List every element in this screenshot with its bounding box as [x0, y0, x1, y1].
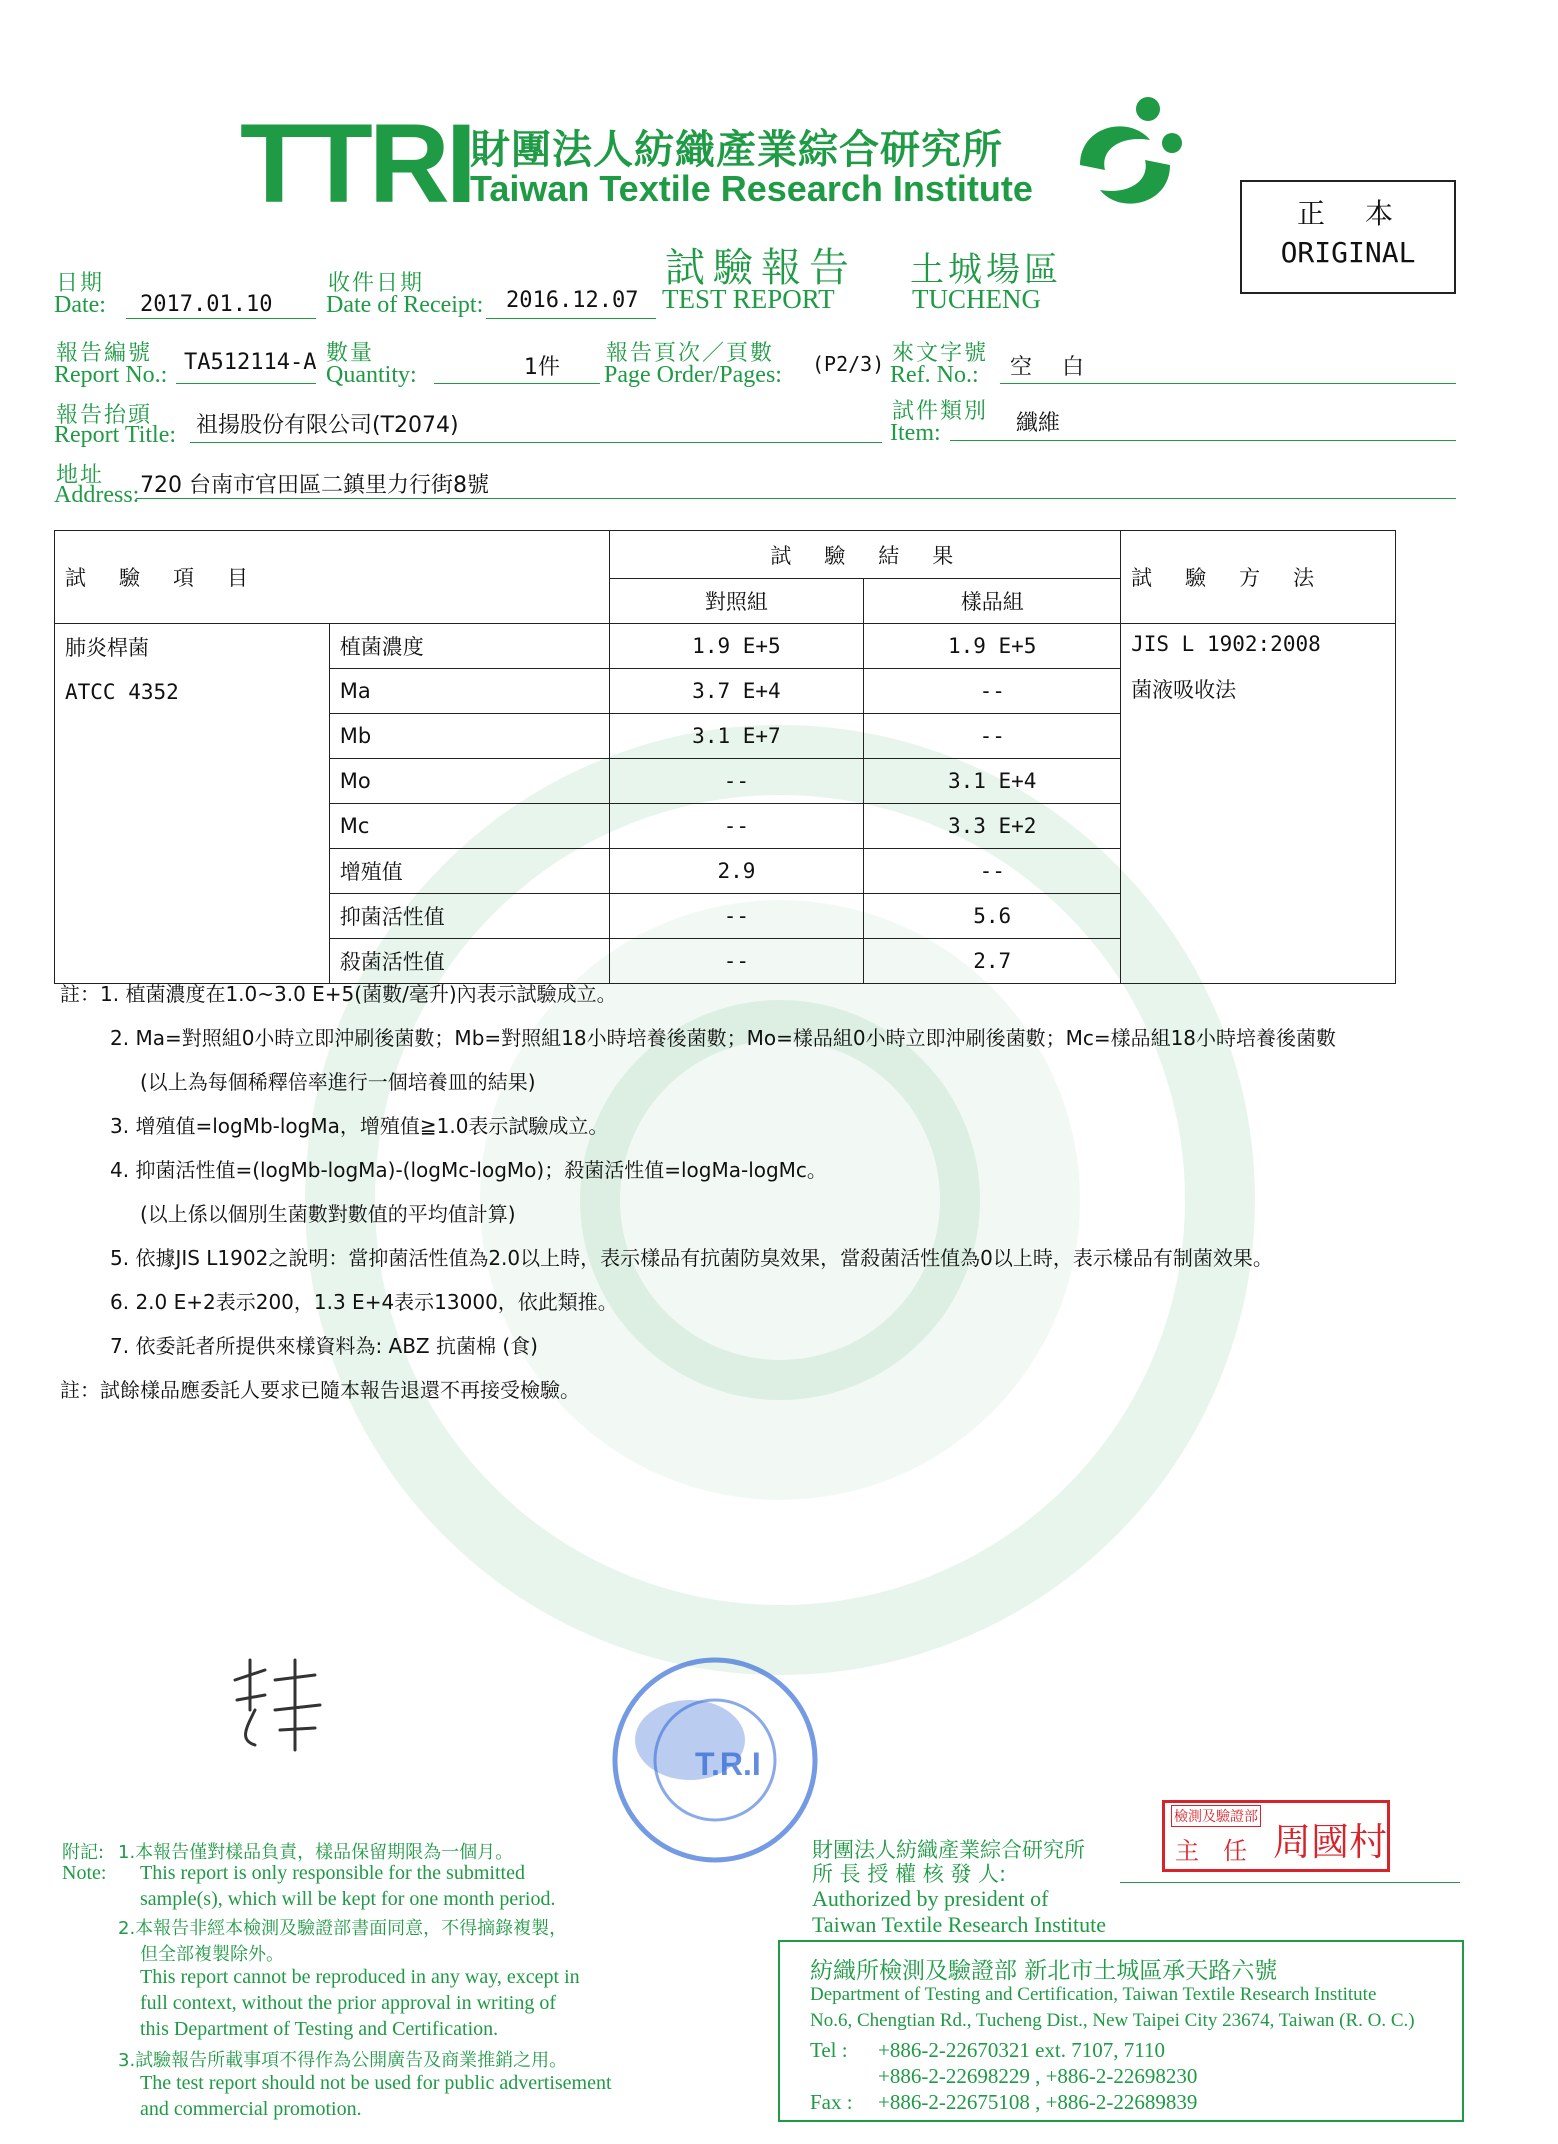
row-label: 增殖值: [329, 849, 609, 894]
row-label: 殺菌活性值: [329, 939, 609, 984]
org-name-en: Taiwan Textile Research Institute: [470, 168, 1033, 209]
quantity-label-en: Quantity:: [326, 362, 417, 388]
ref-label-cn: 來文字號: [892, 341, 989, 366]
tel-label: Tel :: [810, 2038, 848, 2062]
ttri-emblem-icon: [1060, 95, 1190, 225]
note-line: 7. 依委託者所提供來樣資料為: ABZ 抗菌棉 (食): [110, 1334, 538, 1358]
title-value: 祖揚股份有限公司(T2074): [196, 413, 459, 438]
footer-note2-en-c: this Department of Testing and Certification.: [140, 2018, 499, 2040]
header-test-method: 試 驗 方 法: [1121, 531, 1396, 624]
organism-strain: ATCC 4352: [65, 680, 179, 704]
fax-1: +886-2-22675108 , +886-2-22689839: [878, 2090, 1198, 2114]
quantity-value: 1件: [524, 355, 560, 380]
site-en: TUCHENG: [912, 284, 1041, 314]
site-cn: 土城場區: [910, 250, 1062, 290]
footer-note1-en-a: This report is only responsible for the submitted: [140, 1862, 525, 1884]
date-value: 2017.01.10: [140, 292, 273, 317]
auth-cn-a: 財團法人紡織產業綜合研究所: [812, 1838, 1085, 1862]
tel-1: +886-2-22670321 ext. 7107, 7110: [878, 2038, 1165, 2062]
ttri-logo-text: TTRI: [240, 101, 473, 226]
dept-cn: 紡織所檢測及驗證部 新北市土城區承天路六號: [810, 1958, 1278, 1984]
stamp-title: 主 任: [1175, 1837, 1247, 1865]
results-table: [54, 530, 1396, 984]
note-line: 3. 增殖值=logMb-logMa，增殖值≧1.0表示試驗成立。: [110, 1114, 609, 1138]
report-no-value: TA512114-A: [184, 350, 317, 375]
date-label-en: Date:: [54, 292, 106, 318]
quantity-label-cn: 數量: [326, 341, 375, 366]
note-line: (以上係以個別生菌數對數值的平均值計算): [140, 1202, 516, 1226]
method-cell: [1121, 624, 1396, 984]
original-box-cn: 正 本: [1296, 197, 1399, 230]
control-value: 2.9: [609, 849, 864, 894]
note-line: 5. 依據JIS L1902之說明：當抑菌活性值為2.0以上時，表示樣品有抗菌防臭效果，當殺菌活性值為0以上時，表示樣品有制菌效果。: [110, 1246, 1273, 1270]
pages-label-cn: 報告頁次／頁數: [606, 341, 775, 366]
sample-value: 1.9 E+5: [864, 624, 1121, 669]
note-line: 註：1. 植菌濃度在1.0~3.0 E+5(菌數/毫升)內表示試驗成立。: [60, 982, 617, 1006]
ref-value: 空 白: [1010, 355, 1089, 380]
sample-value: 3.3 E+2: [864, 804, 1121, 849]
footer-note2-en-b: full context, without the prior approval in writing of: [140, 1992, 557, 2014]
footer-note2-cn-b: 但全部複製除外。: [140, 1944, 284, 1965]
table-row: [55, 624, 1396, 669]
sample-value: --: [864, 714, 1121, 759]
original-box-en: ORIGINAL: [1280, 236, 1416, 269]
receipt-label-en: Date of Receipt:: [326, 292, 484, 318]
row-label: 植菌濃度: [329, 624, 609, 669]
stamp-dept: 檢測及驗證部: [1171, 1805, 1261, 1827]
organism-name: 肺炎桿菌: [65, 636, 149, 660]
control-value: --: [609, 939, 864, 984]
auth-en-b: Taiwan Textile Research Institute: [812, 1912, 1107, 1937]
footer-note3-en-a: The test report should not be used for public advertisement: [140, 2072, 612, 2094]
date-label-cn: 日期: [56, 271, 105, 296]
sample-value: --: [864, 849, 1121, 894]
header-sample: 樣品組: [864, 579, 1121, 624]
address-label-cn: 地址: [56, 463, 105, 488]
fax-label: Fax :: [810, 2090, 853, 2114]
row-label: 抑菌活性值: [329, 894, 609, 939]
sample-value: --: [864, 669, 1121, 714]
control-value: --: [609, 894, 864, 939]
pages-value: (P2/3): [812, 352, 885, 376]
sample-value: 3.1 E+4: [864, 759, 1121, 804]
control-value: 3.1 E+7: [609, 714, 864, 759]
item-value: 纖維: [1016, 411, 1061, 436]
footer-note2-en-a: This report cannot be reproduced in any way, except in: [140, 1966, 580, 1988]
org-name-cn: 財團法人紡織產業綜合研究所: [470, 127, 1003, 173]
item-label-cn: 試件類別: [892, 399, 989, 424]
director-stamp: [1162, 1800, 1390, 1872]
row-label: Ma: [329, 669, 609, 714]
row-label: Mb: [329, 714, 609, 759]
footer-note3-en-b: and commercial promotion.: [140, 2098, 362, 2120]
department-box: [778, 1940, 1464, 2122]
tel-2: +886-2-22698229 , +886-2-22698230: [878, 2064, 1198, 2088]
footer-note-label-en: Note:: [62, 1862, 107, 1884]
note-line: 2. Ma=對照組0小時立即沖刷後菌數；Mb=對照組18小時培養後菌數；Mo=樣品組0小時立即沖刷後菌數；Mc=樣品組18小時培養後菌數: [110, 1026, 1337, 1050]
address-label-en: Address:: [54, 482, 140, 508]
dept-address: No.6, Chengtian Rd., Tucheng Dist., New Taipei City 23674, Taiwan (R. O. C.): [810, 2010, 1415, 2031]
row-label: Mc: [329, 804, 609, 849]
row-label: Mo: [329, 759, 609, 804]
report-no-label-en: Report No.:: [54, 362, 168, 388]
method-standard: JIS L 1902:2008: [1131, 632, 1321, 656]
sample-value: 2.7: [864, 939, 1121, 984]
header-test-item: 試 驗 項 目: [55, 531, 610, 624]
dept-en: Department of Testing and Certification, Taiwan Textile Research Institute: [810, 1984, 1377, 2005]
control-value: 1.9 E+5: [609, 624, 864, 669]
sample-value: 5.6: [864, 894, 1121, 939]
organism-cell: [55, 624, 330, 984]
note-line: 註：試餘樣品應委託人要求已隨本報告退還不再接受檢驗。: [60, 1378, 580, 1402]
note-line: 6. 2.0 E+2表示200，1.3 E+4表示13000，依此類推。: [110, 1290, 618, 1314]
title-label-cn: 報告抬頭: [56, 403, 153, 428]
blue-seal-stamp: [600, 1640, 830, 1870]
handwritten-signature: [225, 1650, 325, 1760]
auth-cn-b: 所 長 授 權 核 發 人:: [812, 1862, 1007, 1886]
ref-label-en: Ref. No.:: [890, 362, 979, 388]
footer-note1-cn: 1.本報告僅對樣品負責，樣品保留期限為一個月。: [118, 1842, 514, 1863]
method-name: 菌液吸收法: [1131, 678, 1237, 702]
address-value: 720 台南市官田區二鎮里力行街8號: [140, 473, 489, 498]
note-line: 4. 抑菌活性值=(logMb-logMa)-(logMc-logMo)；殺菌活性值=logMa-logMc。: [110, 1158, 827, 1182]
report-no-label-cn: 報告編號: [56, 341, 153, 366]
item-label-en: Item:: [890, 420, 941, 446]
header-test-result: 試 驗 結 果: [609, 531, 1121, 579]
title-label-en: Report Title:: [54, 422, 177, 448]
footer-note1-en-b: sample(s), which will be kept for one month period.: [140, 1888, 556, 1910]
pages-label-en: Page Order/Pages:: [604, 362, 782, 388]
note-line: (以上為每個稀釋倍率進行一個培養皿的結果): [140, 1070, 536, 1094]
header-control: 對照組: [609, 579, 864, 624]
control-value: 3.7 E+4: [609, 669, 864, 714]
report-title-cn: 試驗報告: [665, 245, 857, 291]
control-value: --: [609, 804, 864, 849]
footer-note2-cn-a: 2.本報告非經本檢測及驗證部書面同意，不得摘錄複製，: [118, 1918, 568, 1939]
receipt-label-cn: 收件日期: [328, 271, 425, 296]
svg-text:T.R.I: T.R.I: [695, 1746, 761, 1782]
footer-note-label-cn: 附記:: [62, 1842, 105, 1863]
auth-en-a: Authorized by president of: [812, 1886, 1049, 1911]
original-box: [1240, 180, 1456, 294]
control-value: --: [609, 759, 864, 804]
footer-note3-cn: 3.試驗報告所載事項不得作為公開廣告及商業推銷之用。: [118, 2050, 568, 2071]
stamp-name: 周國村: [1273, 1820, 1388, 1864]
receipt-value: 2016.12.07: [506, 288, 639, 313]
report-title-en: TEST REPORT: [662, 284, 835, 314]
